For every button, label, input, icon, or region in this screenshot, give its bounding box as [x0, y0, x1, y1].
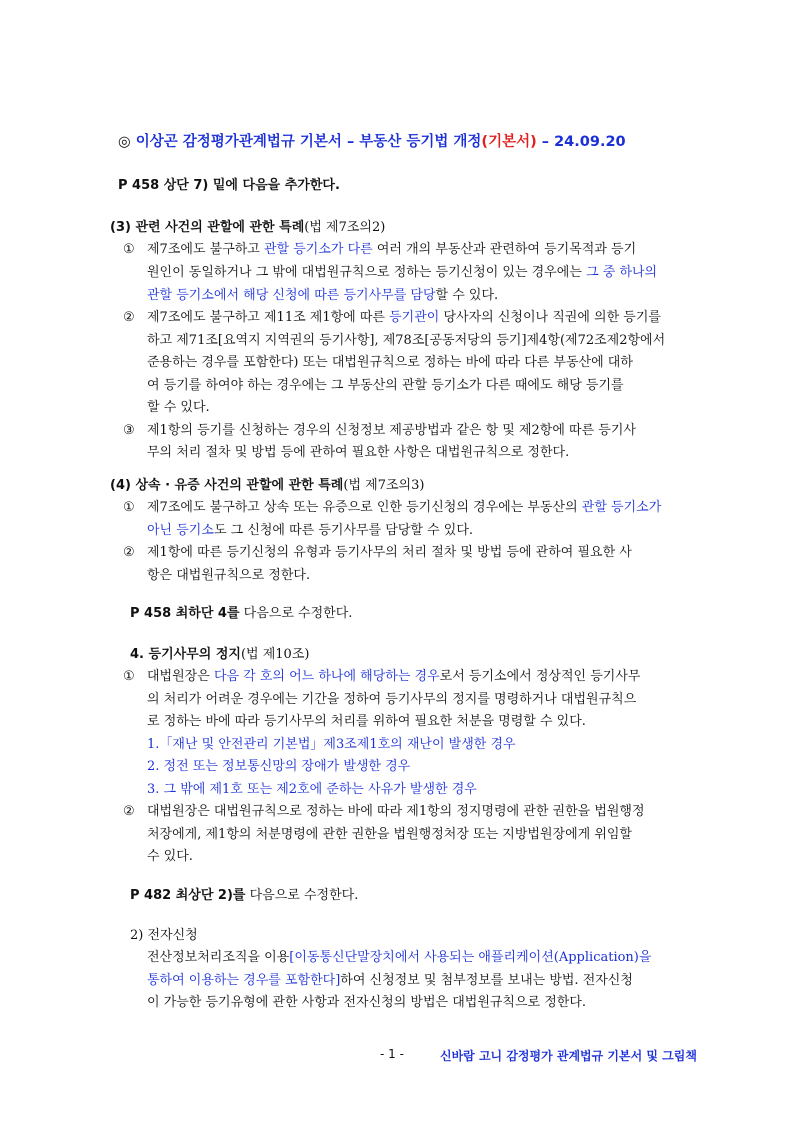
stop-item-2: 2. 정전 또는 정보통신망의 장애가 발생한 경우	[147, 759, 411, 774]
e-filing-line3: 이 가능한 등기유형에 관한 사항과 전자신청의 방법은 대법원규칙으로 정한다.	[147, 995, 587, 1010]
section-3-p3-line1	[123, 421, 636, 441]
highlight-text: [이동통신단말장치에서 사용되는 애플리케이션(Application)을	[289, 950, 652, 965]
highlight-text: 관할 등기소가 다른	[264, 242, 373, 257]
e-filing-line1	[147, 948, 651, 968]
text: 제7조에도 불구하고 제11조 제1항에 따른	[147, 310, 390, 325]
highlight-text: 통하여 이용하는 경우를 포함한다]	[147, 973, 341, 988]
text: 전산정보처리조직을 이용	[147, 950, 290, 965]
title-tag: 기본서	[488, 134, 531, 150]
instruction-2	[130, 604, 352, 624]
text: 여러 개의 부동산과 관련하여 등기목적과 등기	[372, 242, 637, 257]
section-3-p2-line5: 할 수 있다.	[147, 400, 210, 415]
section-3-p1-line2	[147, 263, 657, 283]
instruction-3-rest: 다음으로 수정한다.	[245, 888, 359, 903]
section-4-ref: (법 제7조의3)	[343, 478, 425, 493]
highlight-text: 다음 각 호의 어느 하나에 해당하는 경우	[213, 669, 440, 684]
section-3-p2-line1	[123, 308, 661, 328]
text: 제1항의 등기를 신청하는 경우의 신청정보 제공방법과 같은 항 및 제2항에 따른 등기사	[147, 423, 636, 438]
section-3-p2-line4: 여 등기를 하여야 하는 경우에는 그 부동산의 관할 등기소가 다른 때에도 해당 등기를	[147, 378, 624, 393]
highlight-text: 관할 등기소가	[581, 500, 662, 515]
section-3-ref: (법 제7조의2)	[304, 220, 386, 235]
circle-number: ①	[123, 500, 135, 515]
section-4-p1-line1	[123, 498, 661, 518]
highlight-text: 아닌 등기소	[147, 523, 214, 538]
instruction-3	[130, 886, 358, 906]
section-3-p2-line2: 하고 제71조[요역지 지역권의 등기사항], 제78조[공동저당의 등기]제4항(제72조제2항에서	[147, 333, 666, 348]
title-symbol: ◎	[118, 134, 131, 150]
highlight-text: 등기관이	[389, 310, 440, 325]
circle-number: ②	[123, 804, 135, 819]
section-3-p3-line2: 무의 처리 절차 및 방법 등에 관하여 필요한 사항은 대법원규칙으로 정한다.	[147, 445, 570, 460]
stop-p2-line1	[123, 802, 645, 822]
stop-p2-line3: 수 있다.	[147, 849, 193, 864]
section-3-p1-line3	[147, 286, 498, 306]
title-paren-close: )	[530, 134, 537, 150]
stop-p2-line2: 처장에게, 제1항의 처분명령에 관한 권한을 법원행정처장 또는 지방법원장에게 위임할	[147, 827, 632, 842]
circle-number: ②	[123, 545, 135, 560]
text: 제7조에도 불구하고 상속 또는 유증으로 인한 등기신청의 경우에는 부동산의	[147, 500, 582, 515]
circle-number: ①	[123, 242, 135, 257]
section-4-title: (4) 상속 · 유증 사건의 관할에 관한 특례	[110, 478, 344, 493]
text: 대법원장은	[147, 669, 214, 684]
title-main: 이상곤 감정평가관계법규 기본서 – 부동산 등기법 개정	[135, 134, 482, 150]
text: 제1항에 따른 등기신청의 유형과 등기사무의 처리 절차 및 방법 등에 관하여 필요한 사	[147, 545, 632, 560]
section-4-p2-line2: 항은 대법원규칙으로 정한다.	[147, 568, 311, 583]
text: 원인이 동일하거나 그 밖에 대법원규칙으로 정하는 등기신청이 있는 경우에는	[147, 265, 587, 280]
section-3-p2-line3: 준용하는 경우를 포함한다) 또는 대법원규칙으로 정하는 바에 따라 다른 부동산에 대하	[147, 355, 633, 370]
section-4-p2-line1	[123, 543, 632, 563]
stop-ref: (법 제10조)	[240, 647, 310, 662]
instruction-3-bold: P 482 최상단 2)를	[130, 888, 246, 903]
text: 도 그 신청에 따른 등기사무를 담당할 수 있다.	[213, 523, 474, 538]
section-3-heading	[110, 218, 385, 238]
title-date: – 24.09.20	[536, 134, 626, 150]
highlight-text: 그 중 하나의	[586, 265, 658, 280]
instruction-2-bold: P 458 최하단 4를	[130, 606, 240, 621]
stop-heading	[130, 645, 309, 665]
highlight-text: 관할 등기소에서 해당 신청에 따른 등기사무를 담당	[147, 288, 436, 303]
stop-p1-line2: 의 처리가 어려운 경우에는 기간을 정하여 등기사무의 정지를 명령하거나 대법원규칙으	[147, 692, 637, 707]
section-4-p1-line2	[147, 521, 473, 541]
section-3-p1-line1	[123, 240, 636, 260]
circle-number: ③	[123, 423, 135, 438]
circle-number: ①	[123, 669, 135, 684]
title-paren-open: (	[481, 134, 489, 150]
instruction-1: P 458 상단 7) 밑에 다음을 추가한다.	[118, 178, 340, 193]
text: 할 수 있다.	[435, 288, 499, 303]
page-title	[118, 131, 626, 153]
section-4-heading	[110, 476, 424, 496]
page-number: - 1 -	[380, 1047, 404, 1061]
e-filing-line2	[147, 971, 633, 991]
footer-book-title: 신바람 고니 감정평가 관계법규 기본서 및 그림책	[440, 1049, 697, 1063]
text: 로서 등기소에서 정상적인 등기사무	[439, 669, 641, 684]
e-filing-heading: 2) 전자신청	[130, 928, 198, 943]
stop-p1-line1	[123, 667, 640, 687]
text: 하여 신청정보 및 첨부정보를 보내는 방법. 전자신청	[340, 973, 633, 988]
stop-title: 4. 등기사무의 정지	[130, 647, 241, 662]
stop-p1-line3: 로 정하는 바에 따라 등기사무의 처리를 위하여 필요한 처분을 명령할 수 있다.	[147, 714, 586, 729]
instruction-2-rest: 다음으로 수정한다.	[239, 606, 353, 621]
section-3-title: (3) 관련 사건의 관할에 관한 특례	[110, 220, 305, 235]
text: 당사자의 신청이나 직권에 의한 등기를	[439, 310, 661, 325]
circle-number: ②	[123, 310, 135, 325]
stop-item-3: 3. 그 밖에 제1호 또는 제2호에 준하는 사유가 발생한 경우	[147, 782, 477, 797]
text: 대법원장은 대법원규칙으로 정하는 바에 따라 제1항의 정지명령에 관한 권한을 법원행정	[147, 804, 645, 819]
text: 제7조에도 불구하고	[147, 242, 264, 257]
stop-item-1: 1.「재난 및 안전관리 기본법」제3조제1호의 재난이 발생한 경우	[147, 737, 516, 752]
